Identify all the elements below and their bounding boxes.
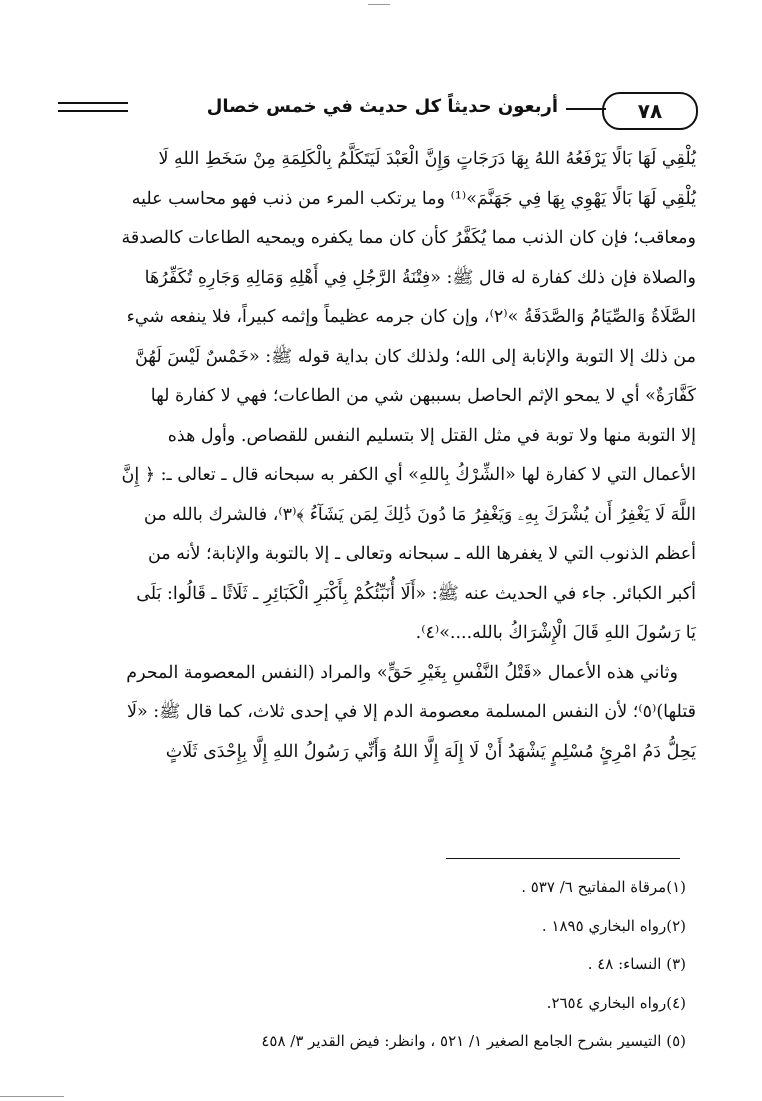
running-title: أربعون حديثاً كل حديث في خمس خصال [206,96,558,117]
text-line: ومعاقب؛ فإن كان الذنب مما يُكَفَّرُ كأن كان مما يكفره ويمحيه الطاعات كالصدقة [121,228,696,248]
text-line: من ذلك إلا التوبة والإنابة إلى الله؛ ولذلك كان بداية قوله ﷺ: «خَمْسٌ لَيْسَ لَهُنَّ [134,346,696,367]
text-line: اللَّهَ لَا يَغْفِرُ أَن يُشْرَكَ بِهِۦ وَيَغْفِرُ مَا دُونَ ذَٰلِكَ لِمَن يَشَآءُ ﴾⁽٣⁾، فالشرك بالله من [143,504,696,525]
page-header [58,88,698,134]
text-line: الصَّلَاةُ وَالصِّيَامُ وَالصَّدَقَةُ »⁽٢⁾، وإن كان جرمه عظيماً وإثمه كبيراً، فلا ينفعه شيء [126,307,696,327]
header-rule-right [566,108,606,110]
text-line: يُلْقِي لَهَا بَالًا يَرْفَعُهُ اللهُ بِهَا دَرَجَاتٍ وَإِنَّ الْعَبْدَ لَيَتَكَلَّمُ بِالْكَلِمَةِ مِنْ سَخَطِ اللهِ لَا [158,149,696,169]
main-text [70,140,696,772]
footnote-3: (٣) النساء: ٤٨ . [587,955,686,973]
footnotes [60,868,686,1061]
footnote-separator [446,858,680,859]
text-line: الأعمال التي لا كفارة لها «الشِّرْكُ بِاللهِ» أي الكفر به سبحانه قال ـ تعالى ـ: ﴿ إِنَّ [121,465,696,485]
text-line: قتلها)⁽٥⁾؛ لأن النفس المسلمة معصومة الدم إلا في إحدى ثلاث، كما قال ﷺ: «لَا [127,702,696,722]
footnote-2: (٢)رواه البخاري ١٨٩٥ . [541,916,686,935]
bottom-edge-rule [0,1096,64,1097]
text-line: كَفَّارَةٌ» أي لا يمحو الإثم الحاصل بسببهن شي من الطاعات؛ فهي لا كفارة لها [150,386,696,406]
text-line: أكبر الكبائر. جاء في الحديث عنه ﷺ: «أَلَا أُنَبِّئُكُمْ بِأَكْبَرِ الْكَبَائِرِ ـ ثَلَاثًا ـ قَالُوا: بَلَى [136,583,696,604]
header-rule-left [58,102,128,112]
text-line: يَا رَسُولَ اللهِ قَالَ الْإِشْرَاكُ بالله....»⁽٤⁾. [415,623,696,643]
footnote-1: (١)مرقاة المفاتيح ٦/ ٥٣٧ . [521,878,686,896]
text-line: يَحِلُّ دَمُ امْرِئٍ مُسْلِمٍ يَشْهَدُ أَنْ لَا إِلَهَ إِلَّا اللهُ وَأَنِّي رَسُولُ اللهِ إِلَّا بِإِحْدَى ثَلَاثٍ [165,741,696,762]
page-number: ٧٨ [602,92,698,130]
top-edge-mark [368,0,390,5]
text-line: وثاني هذه الأعمال «قَتْلُ النَّفْسِ بِغَيْرِ حَقٍّ» والمراد (النفس المعصومة المحرم [126,662,678,683]
text-line: أعظم الذنوب التي لا يغفرها الله ـ سبحانه وتعالى ـ إلا بالتوبة والإنابة؛ لأنه من [147,544,696,564]
footnote-4: (٤)رواه البخاري ٢٦٥٤. [546,993,686,1012]
text-line: والصلاة فإن ذلك كفارة له قال ﷺ: «فِتْنَةُ الرَّجُلِ فِي أَهْلِهِ وَمَالِهِ وَجَارِهِ تُكَفِّرُهَا [144,267,696,288]
text-line: إلا التوبة منها ولا توبة في مثل القتل إلا بتسليم النفس للقصاص. وأول هذه [167,425,696,446]
text-line: يُلْقِي لَهَا بَالًا يَهْوِي بِهَا فِي جَهَنَّمَ»⁽¹⁾ وما يرتكب المرء من ذنب فهو محاسب عليه [131,188,696,209]
footnote-5: (٥) التيسير بشرح الجامع الصغير ١/ ٥٢١ ، وانظر: فيض القدير ٣/ ٤٥٨ [261,1032,686,1050]
